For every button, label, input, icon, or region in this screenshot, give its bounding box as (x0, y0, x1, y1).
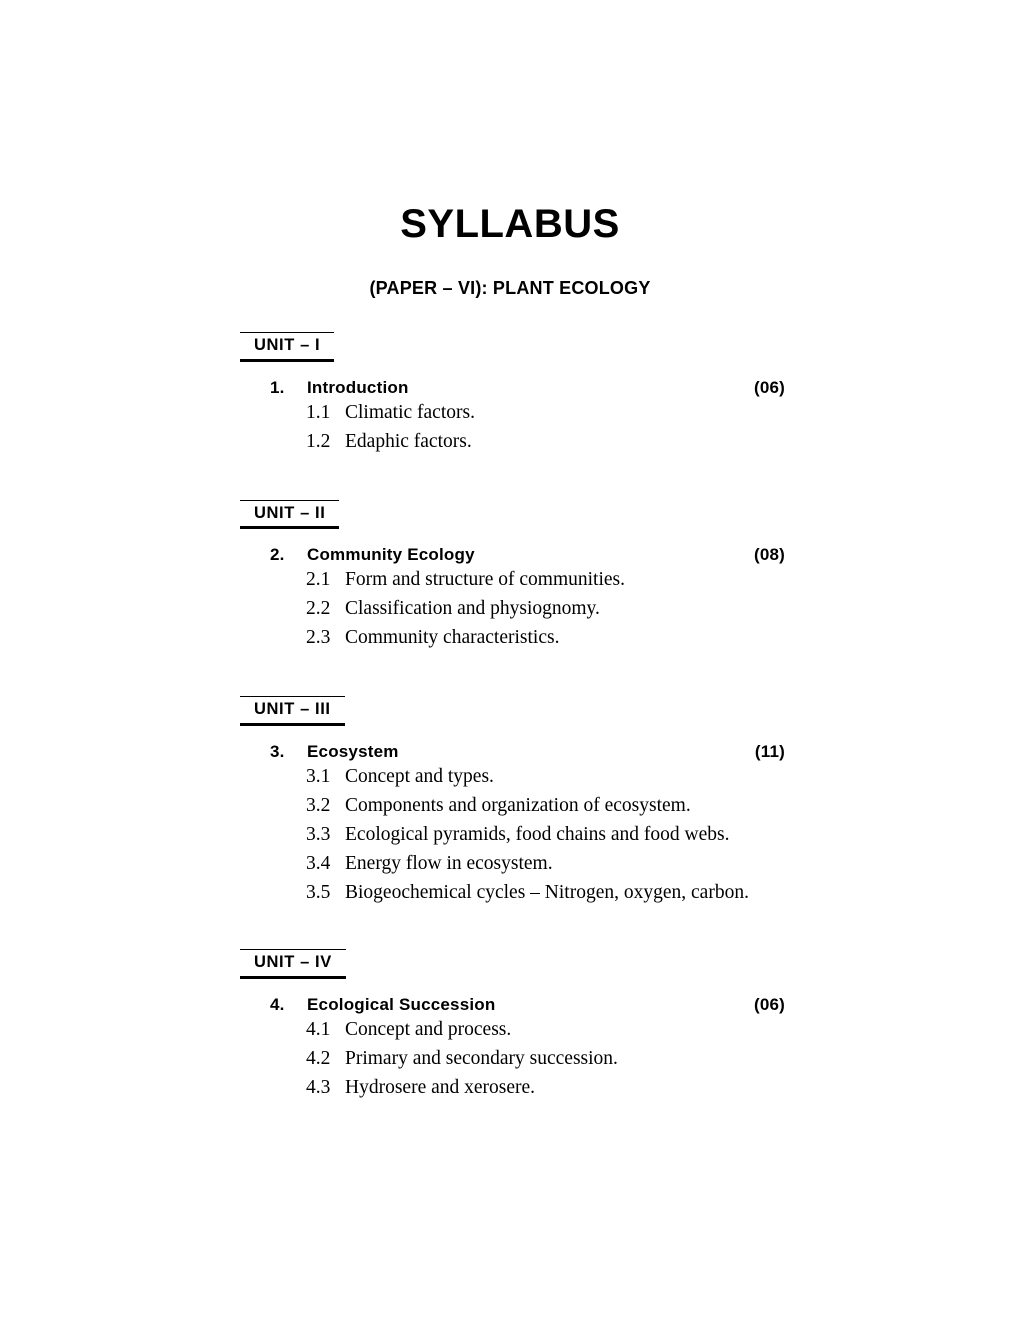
unit-tag-wrapper-3 (240, 696, 785, 726)
unit-tag-1: UNIT – I (240, 332, 334, 362)
topic-row-4 (240, 995, 785, 1015)
topic-title-2: Community Ecology (307, 545, 475, 565)
page-title: SYLLABUS (400, 202, 620, 246)
sub-item-text: Climatic factors. (345, 401, 475, 423)
sub-list-1 (240, 398, 785, 456)
list-item (306, 427, 785, 456)
sub-item-number: 2.1 (306, 569, 331, 591)
list-item (306, 1015, 785, 1044)
section-spacer (240, 921, 785, 949)
sub-item-number: 4.3 (306, 1076, 331, 1098)
sub-list-3 (240, 762, 785, 907)
section-spacer (240, 666, 785, 696)
list-item (306, 565, 785, 594)
unit-tag-wrapper-1 (240, 332, 785, 362)
sub-item-text: Biogeochemical cycles – Nitrogen, oxygen, carbon. (345, 881, 749, 903)
sub-item-text: Components and organization of ecosystem. (345, 794, 691, 816)
topic-credit-1: (06) (753, 377, 785, 397)
sub-item-text: Ecological pyramids, food chains and food webs. (345, 823, 730, 845)
topic-number-3: 3. (270, 741, 285, 761)
sub-item-number: 2.3 (306, 627, 331, 649)
sub-item-text: Primary and secondary succession. (345, 1047, 618, 1069)
unit-block-2 (240, 500, 785, 653)
unit-tag-wrapper-2 (240, 500, 785, 530)
sub-item-number: 3.1 (306, 765, 331, 787)
topic-number-2: 2. (270, 545, 285, 565)
sub-item-number: 1.1 (306, 401, 331, 423)
unit-tag-2: UNIT – II (240, 500, 339, 530)
section-spacer (240, 470, 785, 500)
sub-item-number: 1.2 (306, 430, 331, 452)
sub-item-text: Form and structure of communities. (345, 569, 625, 591)
topic-title-4: Ecological Succession (307, 994, 496, 1014)
unit-block-4 (240, 949, 785, 1102)
sub-item-number: 2.2 (306, 598, 331, 620)
topic-row-2 (240, 545, 785, 565)
unit-block-3 (240, 696, 785, 907)
topic-credit-2: (08) (753, 545, 785, 565)
list-item (306, 878, 785, 907)
sub-item-text: Hydrosere and xerosere. (345, 1076, 536, 1098)
sub-item-number: 3.4 (306, 852, 331, 874)
sub-item-number: 4.2 (306, 1047, 331, 1069)
page-subtitle: (PAPER – VI): PLANT ECOLOGY (369, 278, 651, 298)
list-item (306, 1044, 785, 1073)
sub-item-text: Classification and physiognomy. (345, 598, 600, 620)
unit-block-1 (240, 332, 785, 456)
topic-row-3 (240, 742, 785, 762)
sub-item-text: Energy flow in ecosystem. (345, 852, 553, 874)
list-item (306, 762, 785, 791)
sub-item-number: 4.1 (306, 1018, 331, 1040)
list-item (306, 594, 785, 623)
topic-number-4: 4. (270, 994, 285, 1014)
unit-tag-4: UNIT – IV (240, 949, 346, 979)
list-item (306, 398, 785, 427)
topic-row-1 (240, 378, 785, 398)
topic-credit-4: (06) (753, 994, 785, 1014)
sub-list-4 (240, 1015, 785, 1102)
list-item (306, 849, 785, 878)
sub-item-number: 3.5 (306, 881, 331, 903)
sub-item-text: Edaphic factors. (345, 430, 472, 452)
topic-number-1: 1. (270, 377, 285, 397)
topic-title-1: Introduction (307, 377, 409, 397)
sub-item-text: Community characteristics. (345, 627, 560, 649)
list-item (306, 623, 785, 652)
topic-title-3: Ecosystem (307, 741, 399, 761)
sub-list-2 (240, 565, 785, 652)
unit-tag-wrapper-4 (240, 949, 785, 979)
unit-tag-3: UNIT – III (240, 696, 345, 726)
sub-item-number: 3.3 (306, 823, 331, 845)
list-item (306, 820, 785, 849)
topic-credit-3: (11) (754, 741, 785, 761)
list-item (306, 1073, 785, 1102)
sub-item-text: Concept and process. (345, 1018, 512, 1040)
sub-item-text: Concept and types. (345, 765, 494, 787)
sub-item-number: 3.2 (306, 794, 331, 816)
syllabus-content (240, 332, 785, 1116)
list-item (306, 791, 785, 820)
